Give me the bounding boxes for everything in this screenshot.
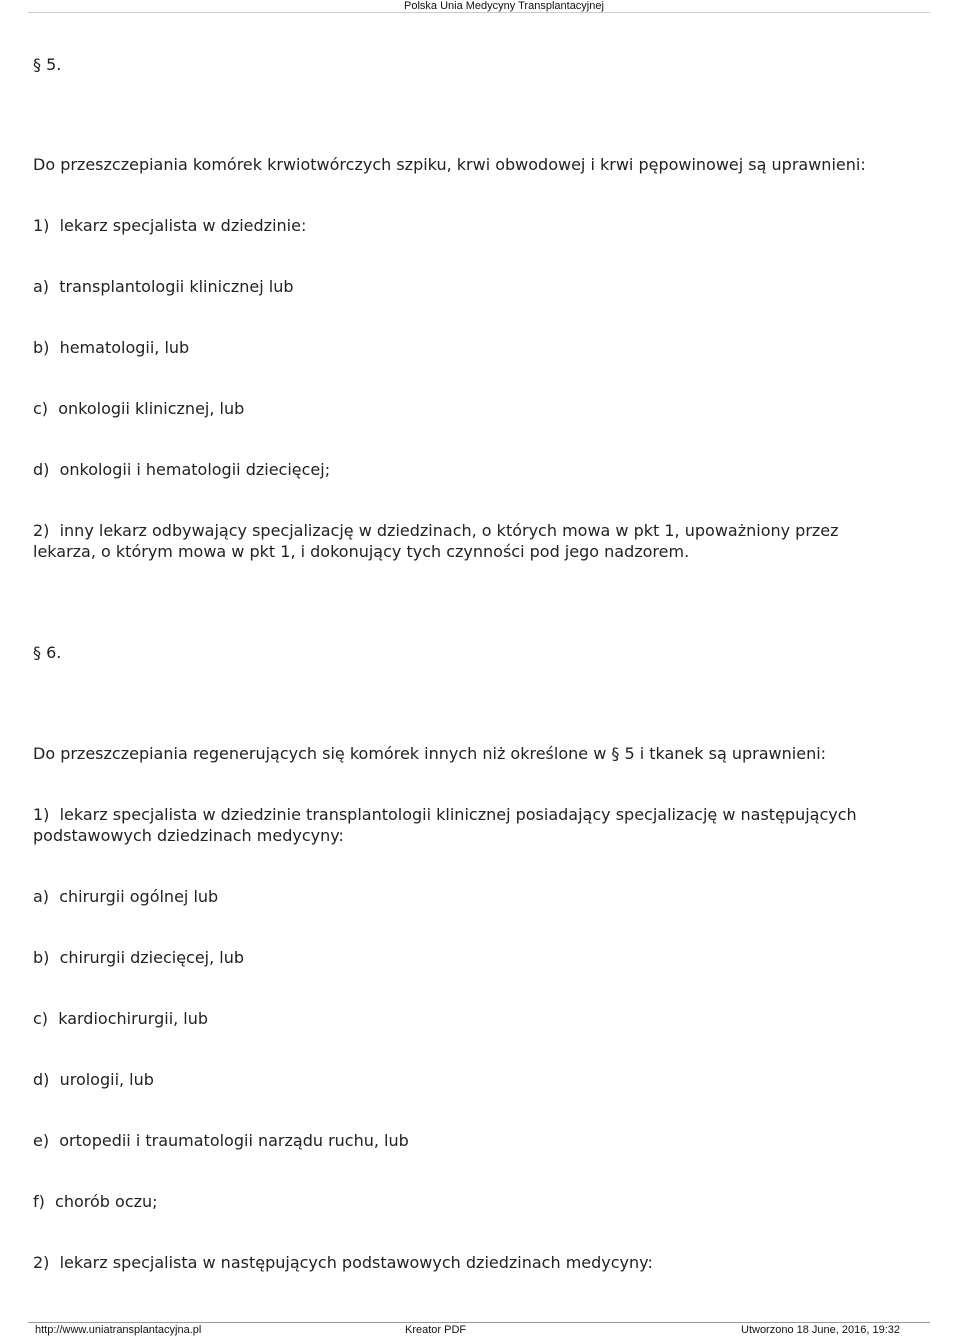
section-6-item-1-line-2: podstawowych dziedzinach medycyny: bbox=[33, 826, 344, 845]
footer-creator: Kreator PDF bbox=[405, 1324, 467, 1336]
section-6-intro: Do przeszczepiania regenerujących się komórek innych niż określone w § 5 i tkanek są uprawnieni: bbox=[33, 744, 827, 763]
section-6-item-1d: d) urologii, lub bbox=[33, 1070, 154, 1089]
footer-divider bbox=[28, 1322, 930, 1323]
section-5-item-1: 1) lekarz specjalista w dziedzinie: bbox=[33, 216, 307, 235]
section-5-item-1c: c) onkologii klinicznej, lub bbox=[33, 399, 245, 418]
section-5-item-1b: b) hematologii, lub bbox=[33, 338, 190, 357]
footer-url-link[interactable]: http://www.uniatransplantacyjna.pl bbox=[35, 1324, 202, 1336]
document-header: Polska Unia Medycyny Transplantacyjnej bbox=[404, 0, 604, 12]
section-5-heading: § 5. bbox=[33, 55, 62, 74]
footer-created-date: Utworzono 18 June, 2016, 19:32 bbox=[741, 1324, 901, 1336]
section-5-item-1a: a) transplantologii klinicznej lub bbox=[33, 277, 294, 296]
section-5-item-2-line-1: 2) inny lekarz odbywający specjalizację w dziedzinach, o których mowa w pkt 1, upoważniony przez bbox=[33, 521, 839, 540]
section-6-item-1e: e) ortopedii i traumatologii narządu ruchu, lub bbox=[33, 1131, 409, 1150]
section-5-item-2-line-2: lekarza, o którym mowa w pkt 1, i dokonujący tych czynności pod jego nadzorem. bbox=[33, 542, 690, 561]
section-6-heading: § 6. bbox=[33, 643, 62, 662]
section-5-intro: Do przeszczepiania komórek krwiotwórczych szpiku, krwi obwodowej i krwi pępowinowej są uprawnieni: bbox=[33, 155, 866, 174]
section-6-item-1a: a) chirurgii ogólnej lub bbox=[33, 887, 219, 906]
section-6-item-1-line-1: 1) lekarz specjalista w dziedzinie transplantologii klinicznej posiadający specjalizację w następujących bbox=[33, 805, 857, 824]
section-5-item-1d: d) onkologii i hematologii dziecięcej; bbox=[33, 460, 331, 479]
section-6-item-1f: f) chorób oczu; bbox=[33, 1192, 158, 1211]
section-6-item-2: 2) lekarz specjalista w następujących podstawowych dziedzinach medycyny: bbox=[33, 1253, 653, 1272]
header-divider bbox=[28, 12, 930, 13]
section-6-item-1c: c) kardiochirurgii, lub bbox=[33, 1009, 209, 1028]
section-6-item-1b: b) chirurgii dziecięcej, lub bbox=[33, 948, 245, 967]
